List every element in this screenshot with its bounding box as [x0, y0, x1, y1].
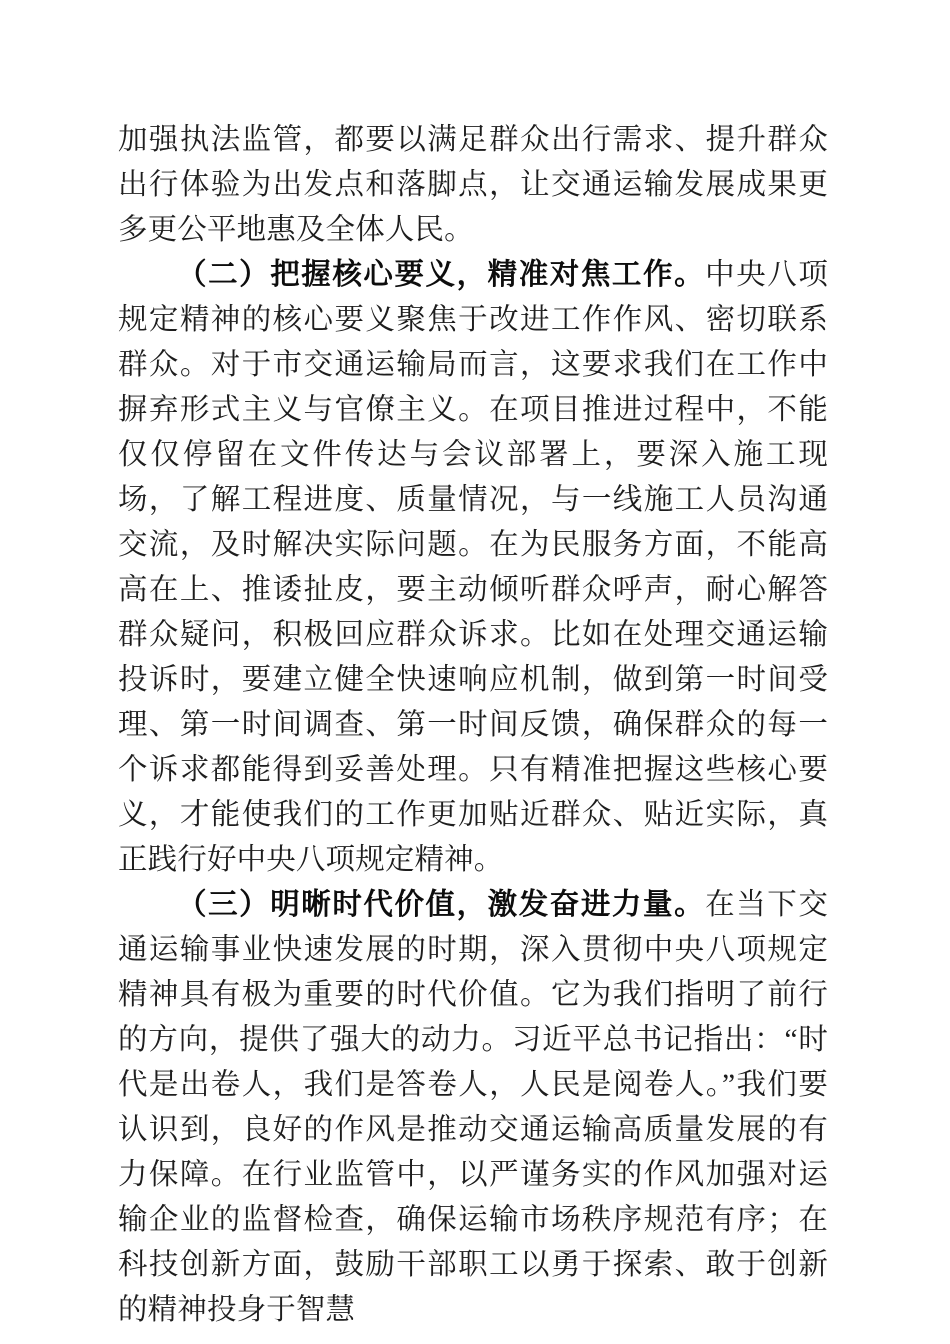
section-heading-three: （三）明晰时代价值，激发奋进力量。 [177, 889, 706, 921]
paragraph-continuation [118, 118, 828, 253]
document-body [118, 118, 828, 1333]
paragraph-section-two [118, 253, 828, 883]
paragraph-section-three [118, 883, 828, 1333]
paragraph-text: 在当下交通运输事业快速发展的时期，深入贯彻中央八项规定精神具有极为重要的时代价值。它为我们指明了前行的方向，提供了强大的动力。习近平总书记指出：“时代是出卷人，我们是答卷人，人民是阅卷人。”我们要认识到，良好的作风是推动交通运输高质量发展的有力保障。在行业监管中，以严谨务实的作风加强对运输企业的监督检查，确保运输市场秩序规范有序；在科技创新方面，鼓励干部职工以勇于探索、敢于创新的精神投身于智慧 [118, 889, 828, 1326]
paragraph-text: 中央八项规定精神的核心要义聚焦于改进工作作风、密切联系群众。对于市交通运输局而言，这要求我们在工作中摒弃形式主义与官僚主义。在项目推进过程中，不能仅仅停留在文件传达与会议部署上，要深入施工现场，了解工程进度、质量情况，与一线施工人员沟通交流，及时解决实际问题。在为民服务方面，不能高高在上、推诿扯皮，要主动倾听群众呼声，耐心解答群众疑问，积极回应群众诉求。比如在处理交通运输投诉时，要建立健全快速响应机制，做到第一时间受理、第一时间调查、第一时间反馈，确保群众的每一个诉求都能得到妥善处理。只有精准把握这些核心要义，才能使我们的工作更加贴近群众、贴近实际，真正践行好中央八项规定精神。 [118, 259, 828, 876]
paragraph-text: 加强执法监管，都要以满足群众出行需求、提升群众出行体验为出发点和落脚点，让交通运输发展成果更多更公平地惠及全体人民。 [118, 124, 828, 246]
section-heading-two: （二）把握核心要义，精准对焦工作。 [177, 259, 706, 291]
